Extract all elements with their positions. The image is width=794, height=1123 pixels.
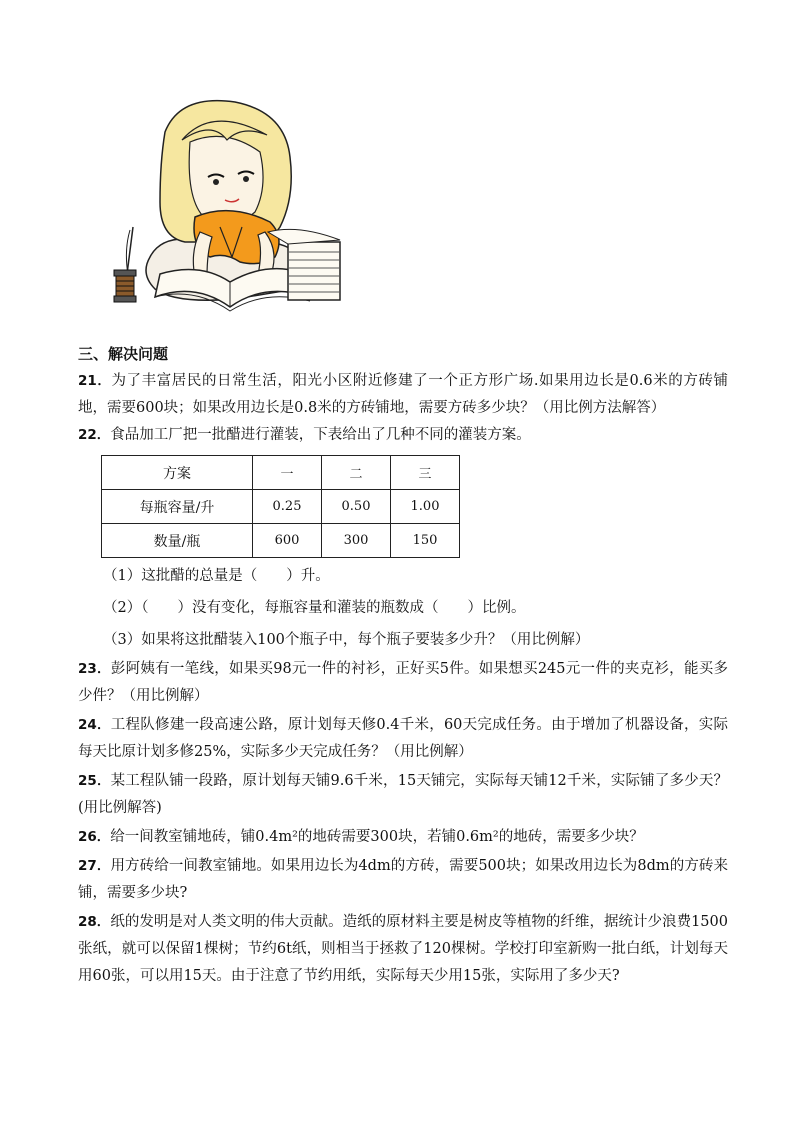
question-text: 食品加工厂把一批醋进行灌装，下表给出了几种不同的灌装方案。 bbox=[110, 427, 531, 443]
question-22-part-3: （3）如果将这批醋装入100个瓶子中，每个瓶子要装多少升？（用比例解） bbox=[103, 632, 590, 648]
thread-spool-icon bbox=[114, 227, 136, 302]
table-row bbox=[102, 524, 460, 558]
question-22-part-1: （1）这批醋的总量是（ ）升。 bbox=[103, 568, 330, 584]
filling-plan-table bbox=[101, 455, 460, 558]
girl-reading-illustration bbox=[100, 92, 350, 342]
question-21 bbox=[78, 368, 728, 422]
question-26 bbox=[78, 824, 728, 851]
table-cell: 每瓶容量/升 bbox=[102, 490, 253, 524]
table-cell: 二 bbox=[322, 456, 391, 490]
problem-section bbox=[78, 344, 728, 990]
table-cell: 300 bbox=[322, 524, 391, 558]
table-cell: 0.50 bbox=[322, 490, 391, 524]
table-cell: 一 bbox=[253, 456, 322, 490]
table-cell: 150 bbox=[391, 524, 460, 558]
question-number: 22． bbox=[78, 427, 111, 443]
question-number: 28． bbox=[78, 914, 111, 930]
question-text: 纸的发明是对人类文明的伟大贡献。造纸的原材料主要是树皮等植物的纤维，据统计少浪费1500张纸，就可以保留1棵树；节约6t纸，则相当于拯救了120棵树。学校打印室新购一批白纸，计划每天用60张，可以用15天。由于注意了节约用纸，实际每天少用15张，实际用了多少天? bbox=[78, 914, 728, 984]
table-cell: 0.25 bbox=[253, 490, 322, 524]
question-text: 彭阿姨有一笔线，如果买98元一件的衬衫，正好买5件。如果想买245元一件的夹克衫，能买多少件？（用比例解） bbox=[78, 661, 728, 704]
question-number: 21． bbox=[78, 373, 112, 389]
section-title: 三、解决问题 bbox=[78, 345, 169, 363]
question-number: 23． bbox=[78, 661, 111, 677]
question-text: 某工程队铺一段路，原计划每天铺9.6千米，15天铺完，实际每天铺12千米，实际铺了多少天？(用比例解答) bbox=[78, 773, 728, 816]
question-24 bbox=[78, 712, 728, 766]
table-cell: 三 bbox=[391, 456, 460, 490]
question-27 bbox=[78, 853, 728, 907]
question-number: 27． bbox=[78, 858, 111, 874]
question-22-part-2: （2）（ ）没有变化，每瓶容量和灌装的瓶数成（ ）比例。 bbox=[103, 600, 526, 616]
table-cell: 数量/瓶 bbox=[102, 524, 253, 558]
question-number: 24． bbox=[78, 717, 111, 733]
question-text: 用方砖给一间教室铺地。如果用边长为4dm的方砖，需要500块；如果改用边长为8dm的方砖来铺，需要多少块? bbox=[78, 858, 728, 901]
question-22 bbox=[78, 422, 728, 449]
question-number: 26． bbox=[78, 829, 111, 845]
table-row bbox=[102, 490, 460, 524]
table-row bbox=[102, 456, 460, 490]
question-23 bbox=[78, 656, 728, 710]
table-cell: 600 bbox=[253, 524, 322, 558]
question-text: 工程队修建一段高速公路，原计划每天修0.4千米，60天完成任务。由于增加了机器设备，实际每天比原计划多修25%，实际多少天完成任务？（用比例解） bbox=[78, 717, 728, 760]
table-cell: 方案 bbox=[102, 456, 253, 490]
question-number: 25． bbox=[78, 773, 111, 789]
question-text: 为了丰富居民的日常生活，阳光小区附近修建了一个正方形广场.如果用边长是0.6米的方砖铺地，需要600块；如果改用边长是0.8米的方砖铺地，需要方砖多少块？（用比例方法解答） bbox=[78, 373, 728, 416]
question-28 bbox=[78, 909, 728, 990]
table-cell: 1.00 bbox=[391, 490, 460, 524]
question-text: 给一间教室铺地砖，铺0.4m²的地砖需要300块，若铺0.6m²的地砖，需要多少块？ bbox=[110, 829, 644, 845]
question-25 bbox=[78, 768, 728, 822]
